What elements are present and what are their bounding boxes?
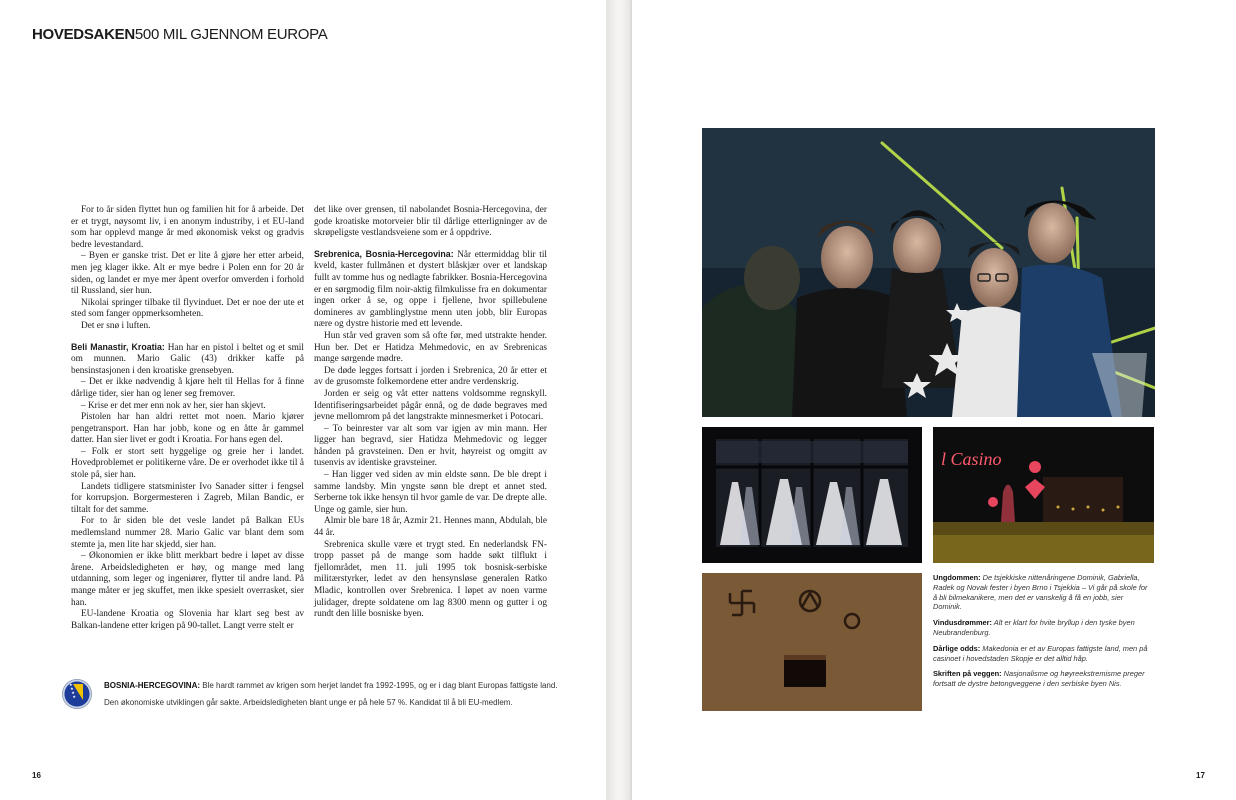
paragraph: – Byen er ganske trist. Det er lite å gjøre her etter arbeid, men jeg klager ikke. Alt er mye bedre i Polen enn for 20 år siden, og landet er mye mer åpent overfor omverden i forhold til Russland, sier hun.	[71, 251, 304, 297]
photo-casino	[933, 427, 1154, 563]
section-subtitle: 500 MIL GJENNOM EUROPA	[134, 26, 328, 43]
paragraph: For to år siden flyttet hun og familien hit for å arbeide. Det er et trygt, nøysomt liv, i en anonym industriby, i et EU-land som har opplevd mange år med økonomisk vekst og gradvis bedre levestandard.	[71, 205, 304, 250]
caption-text: Nasjonalisme og høyreekstremisme preger fortsatt de dystre betongveggene i den serbiske byen Nis.	[933, 669, 1145, 689]
paragraph: De døde legges fortsatt i jorden i Srebrenica, 20 år etter et av de grusomste folkemordene etter andre verdenskrig.	[314, 365, 547, 388]
paragraph: – Økonomien er ikke blitt merkbart bedre i løpet av disse årene. Arbeidsledigheten er høy, og mange med lang utdanning, som leger og ingeniører, flytter til andre land. På mange måter er jeg skuffet, men ikke spesielt overrasket, sier han.	[71, 551, 304, 608]
casino-illustration	[933, 427, 1154, 563]
caption	[933, 669, 1153, 689]
page-number-right: 17	[1196, 771, 1205, 780]
article-column-2	[314, 205, 547, 621]
dresses-illustration	[702, 427, 922, 563]
caption-heading: Vindusdrømmer:	[933, 618, 992, 628]
paragraph: – Krise er det mer enn nok av her, sier han skjevt.	[81, 400, 266, 411]
page-gutter	[606, 0, 632, 800]
caption-text: Makedonia er et av Europas fattigste land, men på casinoet i hovedstaden Skopje er det alltid håp.	[933, 643, 1148, 663]
bosnia-flag-icon: ★ ★ ★ ★	[62, 679, 92, 709]
paragraph: Nikolai springer tilbake til flyvinduet. Det er noe der ute et sted som fanger oppmerksomheten.	[71, 297, 304, 320]
photo-captions	[933, 573, 1153, 695]
paragraph: – Han ligger ved siden av min eldste sønn. De ble drept i samme landsby. Min yngste sønn ble drept et annet sted. Serberne tok ikke hensyn til hvor gamle de var. De drepte alle. Unge og gamle, sier hun.	[314, 470, 547, 515]
photo-graffiti-wall	[702, 573, 922, 711]
paragraph: – Folk er stort sett hyggelige og greie her i landet. Hovedproblemet er politikerne våre. De er overhodet ikke til å stole på, sier han.	[71, 446, 304, 481]
photo-wedding-dresses	[702, 427, 922, 563]
paragraph: det like over grensen, til nabolandet Bosnia-Hercegovina, der gode kroatiske motorveier blir til dårlige etterligninger av de skrøpeligste vestlandsveiene som er å oppdrive.	[314, 205, 547, 239]
paragraph: – Det er ikke nødvendig å kjøre helt til Hellas for å finne dårlige tider, sier han og lener seg fremover.	[71, 377, 304, 399]
factbox-label: BOSNIA-HERCEGOVINA:	[104, 681, 201, 690]
caption-heading: Ungdommen:	[933, 573, 981, 582]
paragraph: – To beinrester var alt som var igjen av min mann. Her ligger han begravd, sier Hatidza Mehmedovic og legger hånden på gravsteinen. Den er hvit, høyreist og omgitt av tusenvis av identiske gravsteiner.	[314, 423, 547, 469]
paragraph: Det er snø i luften.	[81, 320, 151, 331]
caption-heading: Skriften på veggen:	[933, 669, 1002, 679]
page-number-left: 16	[32, 771, 41, 780]
section-lead-text: Når ettermiddag blir til kveld, kaster fullmånen et dystert blåskjær over et landskap fullt av tomme hus og nedlagte fabrikker. Bosnia-Hercegovina er en sørgmodig film noir-aktig filmkulisse fra en dokumentar ingen orker å se, og oppe i fjellene, hvor spillebulene domineres av gamblinglystne menn uten jobb, blir Europas nære og dystre historie med ett levende.	[314, 249, 547, 330]
caption	[933, 573, 1153, 612]
caption-text: De tsjekkiske nittenåringene Dominik, Gabriella, Radek og Novak fester i byen Brno i Tsjekkia – Vi går på skole for å bli bilmekanikere, men det er vanskelig å få en jobb, sier Dominik.	[933, 573, 1148, 612]
section-header	[32, 26, 327, 43]
paragraph: Pistolen har han aldri rettet mot noen. Mario kjører pengetransport. Han har jobb, kone og en åtte år gammel datter. Han sier livet er godt i Kroatia. For hans egen del.	[71, 412, 304, 446]
caption-heading: Dårlige odds:	[933, 643, 981, 653]
caption	[933, 644, 1153, 664]
paragraph: Hun står ved graven som så ofte før, med utstrakte hender. Hun ber. Det er Hatidza Mehmedovic, en av Srebrenicas mange sørgende mødre.	[314, 330, 547, 365]
place-heading: Beli Manastir, Kroatia:	[71, 341, 165, 352]
factbox-body: Ble hardt rammet av krigen som herjet landet fra 1992-1995, og er i dag blant Europas fattigste land. Den økonomiske utviklingen går sakte. Arbeidsledigheten blant unge er på hele 57 %. Kandidat til å bli EU-medlem.	[104, 681, 558, 707]
paragraph: Landets tidligere statsminister Ivo Sanader sitter i fengsel for korrupsjon. Borgermesteren i Zagreb, Milan Bandic, er tiltalt for det samme.	[71, 481, 304, 515]
section-name: HOVEDSAKEN	[32, 26, 135, 43]
section-lead-paragraph	[71, 342, 304, 378]
section-lead-paragraph	[314, 249, 547, 331]
wall-illustration	[702, 573, 922, 711]
caption	[933, 618, 1153, 638]
place-heading: Srebrenica, Bosnia-Hercegovina:	[314, 248, 454, 259]
section-lead-text: Han har en pistol i beltet og et smil om munnen. Mario Galic (43) drikker kaffe på bensinstasjonen i den kroatiske grensebyen.	[71, 342, 304, 376]
paragraph: For to år siden ble det vesle landet på Balkan EUs medlemsland nummer 28. Mario Galic var blant dem som stemte ja, men lite har skjedd, sier han.	[71, 516, 304, 550]
paragraph: EU-landene Kroatia og Slovenia har klart seg best av Balkan-landene etter krigen på 90-tallet. Langt verre stelt er	[71, 609, 304, 631]
factbox-text	[104, 677, 564, 711]
teenagers-illustration	[702, 128, 1155, 417]
paragraph: Almir ble bare 18 år, Azmir 21. Hennes mann, Abdulah, ble 44 år.	[314, 516, 547, 539]
article-column-1	[71, 205, 304, 632]
casino-sign: l Casino	[941, 449, 1002, 469]
paragraph: Jorden er seig og våt etter nattens voldsomme regnskyll. Identifiseringsarbeidet pågår ennå, og de døde begraves med jevne mellomrom på det langstrakte minnesmerket i Potocari.	[314, 388, 547, 423]
photo-teenagers	[702, 128, 1155, 417]
paragraph: Srebrenica skulle være et trygt sted. En nederlandsk FN-tropp passet på de mange som hadde søkt tilflukt i fjellområdet, men 11. juli 1995 tok bosnisk-serbiske militærstyrker, ledet av den hensynsløse generalen Ratko Mladic, kontrollen over Srebrenica. I løpet av noen varme julidager, drepte soldatene om lag 8300 menn og gutter i og rundt den lille bosniske byen.	[314, 539, 547, 620]
caption-text: Alt er klart for hvite bryllup i den tyske byen Neubrandenburg.	[933, 618, 1135, 637]
